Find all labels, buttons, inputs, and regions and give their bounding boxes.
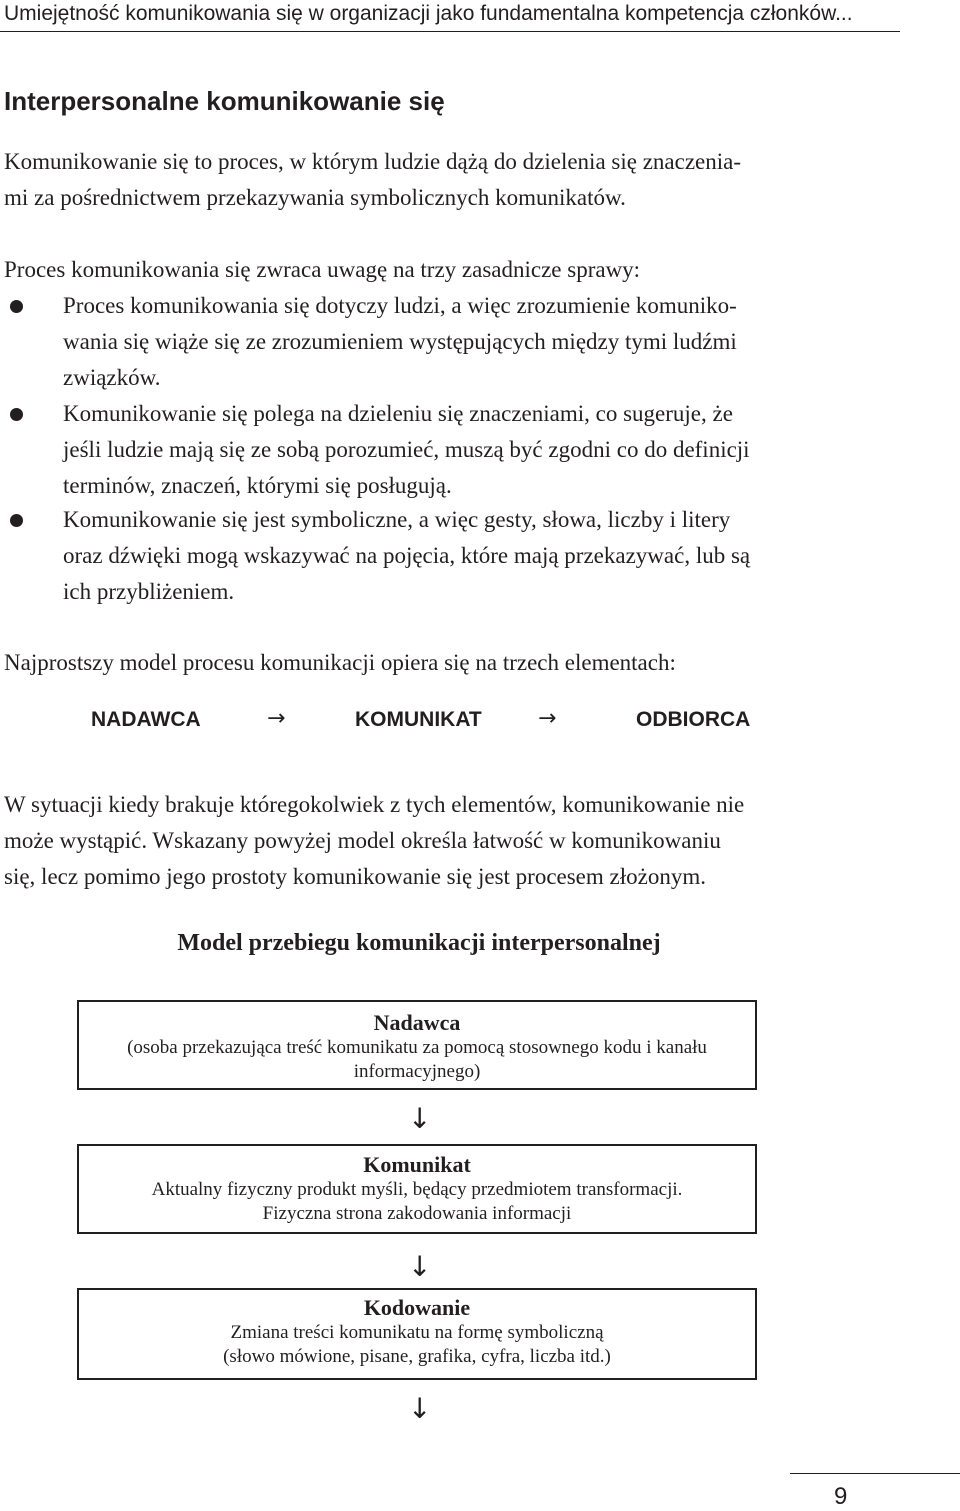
bullet-line: oraz dźwięki mogą wskazywać na pojęcia, które mają przekazywać, lub są xyxy=(63,543,751,568)
intro-line: mi za pośrednictwem przekazywania symbolicznych komunikatów. xyxy=(4,185,626,210)
bullet-line: związków. xyxy=(63,365,161,390)
arrow-down-icon: ↓ xyxy=(408,1102,432,1135)
page-number: 9 xyxy=(834,1483,848,1510)
closing-line: może wystąpić. Wskazany powyżej model określa łatwość w komunikowaniu xyxy=(4,828,721,853)
model-element-receiver: ODBIORCA xyxy=(636,708,751,731)
box-line: (słowo mówione, pisane, grafika, cyfra, liczba itd.) xyxy=(223,1346,611,1367)
arrow-right-icon: → xyxy=(538,706,557,731)
box-line: informacyjnego) xyxy=(353,1061,481,1082)
section-heading: Interpersonalne komunikowanie się xyxy=(4,86,445,116)
diagram-box-message xyxy=(77,1144,757,1234)
bullet-line: Proces komunikowania się dotyczy ludzi, a więc zrozumienie komuniko- xyxy=(63,293,737,318)
bullet-dot-icon xyxy=(10,408,23,421)
footer-divider xyxy=(790,1473,960,1474)
closing-paragraph xyxy=(4,787,836,895)
box-title: Nadawca xyxy=(373,1010,461,1035)
bullet-line: jeśli ludzie mają się ze sobą porozumieć, muszą być zgodni co do definicji xyxy=(63,437,750,462)
bullet-line: Komunikowanie się jest symboliczne, a więc gesty, słowa, liczby i litery xyxy=(63,507,731,532)
arrow-down-icon: ↓ xyxy=(408,1392,432,1425)
bullet-line: wania się wiąże się ze zrozumieniem występujących między tymi ludźmi xyxy=(63,329,737,354)
intro-paragraph xyxy=(4,144,836,216)
running-title: Umiejętność komunikowania się w organizacji jako fundamentalna kompetencja członków... xyxy=(4,2,853,25)
list-intro: Proces komunikowania się zwraca uwagę na trzy zasadnicze sprawy: xyxy=(4,257,641,282)
box-title: Kodowanie xyxy=(363,1295,471,1320)
arrow-down-icon: ↓ xyxy=(408,1250,432,1283)
bullet-dot-icon xyxy=(10,300,23,313)
diagram-box-sender xyxy=(77,1000,757,1090)
header-divider xyxy=(0,31,900,32)
model-element-sender: NADAWCA xyxy=(91,708,201,731)
diagram-title: Model przebiegu komunikacji interpersonalnej xyxy=(177,930,661,956)
arrow-right-icon: → xyxy=(267,706,286,731)
closing-line: W sytuacji kiedy brakuje któregokolwiek z tych elementów, komunikowanie nie xyxy=(4,792,745,817)
box-line: Fizyczna strona zakodowania informacji xyxy=(262,1203,572,1224)
bullet-line: Komunikowanie się polega na dzieleniu się znaczeniami, co sugeruje, że xyxy=(63,401,733,426)
box-line: (osoba przekazująca treść komunikatu za pomocą stosownego kodu i kanału xyxy=(127,1037,707,1058)
bullet-dot-icon xyxy=(10,514,23,527)
bullet-line: ich przybliżeniem. xyxy=(63,579,235,604)
closing-line: się, lecz pomimo jego prostoty komunikowanie się jest procesem złożonym. xyxy=(4,864,706,889)
diagram-box-encoding xyxy=(77,1288,757,1380)
box-line: Aktualny fizyczny produkt myśli, będący przedmiotem transformacji. xyxy=(151,1179,683,1200)
box-title: Komunikat xyxy=(363,1152,471,1177)
box-line: Zmiana treści komunikatu na formę symboliczną xyxy=(230,1322,604,1343)
intro-line: Komunikowanie się to proces, w którym ludzie dążą do dzielenia się znaczenia- xyxy=(4,149,741,174)
model-intro: Najprostszy model procesu komunikacji opiera się na trzech elementach: xyxy=(4,650,676,675)
model-element-message: KOMUNIKAT xyxy=(355,708,482,731)
bullet-line: terminów, znaczeń, którymi się posługują. xyxy=(63,473,452,498)
